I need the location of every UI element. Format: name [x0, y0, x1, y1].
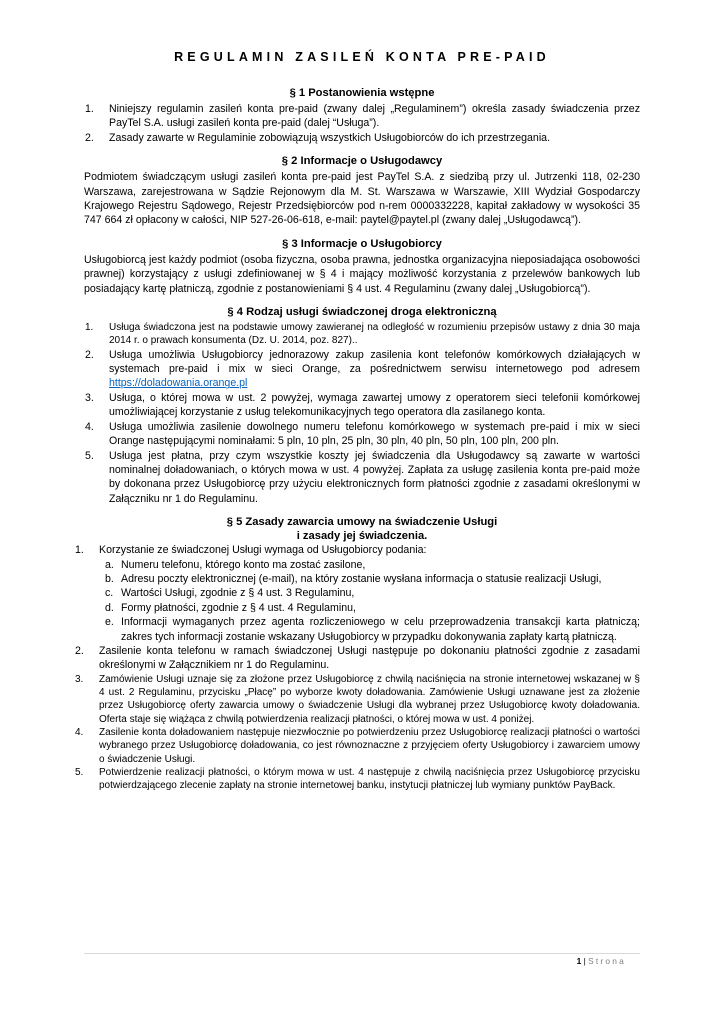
item-number: 5. [75, 766, 84, 778]
section-1-list [84, 102, 640, 145]
item-number: 3. [85, 391, 94, 404]
item-text: Usługa jest płatna, przy czym wszystkie koszty jej świadczenia dla Usługodawcy są zawarte w wartości nominalnej doładowaniach, o których mowa w ust. 4 powyżej. Zapłata za usługę zasilenia konta pre-paid może by dokonana przez Usługobiorcę przy użyciu elektronicznych form płatności zgodnie z zasadami określonymi w Załączniku nr 1 do Regulaminu. [109, 449, 640, 505]
item-letter: b. [105, 572, 114, 585]
item-text: Zasady zawarte w Regulaminie zobowiązują wszystkich Usługobiorców do ich przestrzegania. [109, 131, 551, 144]
item-text: Usługa umożliwia zasilenie dowolnego numeru telefonu komórkowego w systemach pre-paid i mix w sieci Orange następującymi nominałami: 5 pln, 10 pln, 25 pln, 30 pln, 40 pln, 50 pln, 100 pln, 200 pln. [109, 420, 640, 448]
section-5-list [75, 543, 640, 792]
item-number: 5. [85, 449, 94, 462]
item-text: Numeru telefonu, którego konto ma zostać zasilone, [121, 558, 366, 571]
item-letter: a. [105, 558, 114, 571]
section-2-text: Podmiotem świadczącym usługi zasileń konta pre-paid jest PayTel S.A. z siedzibą przy ul. Jutrzenki 118, 02-230 Warszawa, zarejestrowana w Sądzie Rejonowym dla M. St. Warszawa w Warszawie, XIII Wydział Gospodarczy Krajowego Rejestru Sądowego, Rejestr Przedsiębiorców pod n-rem 0000332228, kapitał zakładowy w wysokości 35 747 664 zł opłacony w całości, NIP 527-26-06-618, e-mail: paytel@paytel.pl (zwany dalej „Usługodawcą”). [84, 171, 640, 227]
section-3-text: Usługobiorcą jest każdy podmiot (osoba fizyczna, osoba prawna, jednostka organizacyjna nieposiadająca osobowości prawnej) korzystający z usługi zdefiniowanej w § 4 i mający możliwość korzystania z przelewów bankowych lub posiadający kartę płatniczą, zgodnie z postanowieniami § 4 ust. 4 Regulaminu (zwany dalej „Usługobiorcą”). [84, 253, 640, 295]
list-item [75, 673, 640, 726]
sublist-item [99, 572, 640, 586]
item-number: 2. [85, 348, 94, 361]
list-item [84, 391, 640, 420]
item-text: Korzystanie ze świadczonej Usługi wymaga od Usługobiorcy podania: [99, 544, 427, 557]
item-text: Wartości Usługi, zgodnie z § 4 ust. 3 Regulaminu, [121, 587, 355, 600]
section-2-heading: § 2 Informacje o Usługodawcy [281, 155, 443, 168]
section-5-heading-line-1: § 5 Zasady zawarcia umowy na świadczenie Usługi [226, 516, 498, 529]
item-text: Zasilenie konta doładowaniem następuje niezwłocznie po potwierdzeniu przez Usługobiorcę realizacji płatności o wartości wybranego przez Usługobiorcę doładowania, co jest równoznaczne z przyjęciem oferty Usługobiorcy i zawarciem umowy o świadczenie Usługi. [99, 726, 640, 765]
list-item [84, 449, 640, 507]
sublist-item [99, 558, 640, 572]
list-item [84, 348, 640, 391]
sublist-item [99, 586, 640, 600]
section-5-heading-line-2: i zasady jej świadczenia. [296, 530, 428, 543]
list-item [75, 726, 640, 766]
section-4-list [84, 321, 640, 506]
item-text: Usługa świadczona jest na podstawie umowy zawieranej na odległość w rozumieniu przepisów ustawy z dnia 30 maja 2014 r. o prawach konsumenta (Dz. U. 2014, poz. 827).. [109, 322, 640, 347]
item-text: Niniejszy regulamin zasileń konta pre-paid (zwany dalej „Regulaminem”) określa zasady świadczenia przez PayTel S.A. usługi zasileń konta pre-paid (dalej “Usługa”). [109, 103, 640, 130]
footer-divider [84, 953, 640, 954]
item-number: 1. [75, 544, 84, 557]
item-letter: c. [105, 587, 114, 600]
item-text: Usługa umożliwia Usługobiorcy jednorazowy zakup zasilenia kont telefonów komórkowych działających w systemach pre-paid i mix w sieci Orange, za pośrednictwem serwisu internetowego pod adresem [109, 348, 640, 376]
item-letter: d. [105, 601, 114, 614]
list-item [75, 644, 640, 673]
document-content [75, 50, 640, 792]
page-footer [577, 956, 626, 966]
section-5-heading [84, 515, 640, 543]
document-title: REGULAMIN ZASILEŃ KONTA PRE-PAID [174, 50, 550, 64]
list-item [75, 543, 640, 644]
item-letter: e. [105, 616, 114, 629]
item-number: 4. [85, 420, 94, 433]
section-3-heading: § 3 Informacje o Usługobiorcy [282, 237, 442, 250]
item-number: 3. [75, 673, 84, 685]
section-1-heading: § 1 Postanowienia wstępne [289, 87, 435, 99]
item-text: Zasilenie konta telefonu w ramach świadczonej Usługi następuje po dokonaniu płatności zgodnie z zasadami określonymi w Załącznikiem nr 1 do Regulaminu. [99, 644, 640, 672]
item-text: Potwierdzenie realizacji płatności, o którym mowa w ust. 4 następuje z chwilą naciśnięcia przez Usługobiorcę przycisku potwierdzającego zlecenie zapłaty na stronie internetowej banku, instytucji płatniczej lub wymiany punktów PayBack. [99, 766, 640, 792]
item-number: 1. [85, 322, 94, 334]
list-item [75, 766, 640, 793]
list-item [84, 321, 640, 348]
item-text: Adresu poczty elektronicznej (e-mail), na który zostanie wysłana informacja o statusie realizacji Usługi, [121, 572, 602, 585]
item-number: 2. [85, 131, 94, 144]
footer-label: Strona [588, 956, 626, 966]
list-item [84, 102, 640, 131]
footer-separator: | [581, 956, 589, 966]
item-text: Usługa, o której mowa w ust. 2 powyżej, wymaga zawartej umowy z operatorem sieci telefonii komórkowej umożliwiającej korzystanie z usług telekomunikacyjnych tego operatora dla zasilanego konta. [109, 391, 640, 419]
list-item [84, 131, 640, 145]
list-item [84, 420, 640, 449]
doladowania-link[interactable]: https://doladowania.orange.pl [109, 377, 248, 390]
item-number: 4. [75, 726, 84, 738]
item-number: 2. [75, 644, 84, 657]
item-text: Zamówienie Usługi uznaje się za złożone przez Usługobiorcę z chwilą naciśnięcia na stronie internetowej wskazanej w § 4 ust. 2 Regulaminu, przycisku „Płacę” po wyborze kwoty doładowania. Zamówienie Usługi uznawane jest za złożenie przez Usługobiorcę oferty zawarcia umowy o świadczenie Usługi dla wybranej przez Usługobiorcę kwoty doładowania. Oferta staje się wiążąca z chwilą potwierdzenia realizacji płatności, o której mowa w ust. 4 poniżej. [99, 673, 640, 725]
sublist-item [99, 615, 640, 644]
section-5-sublist [99, 558, 640, 644]
sublist-item [99, 601, 640, 615]
page-number: 1 [576, 956, 582, 966]
item-number: 1. [85, 103, 94, 115]
item-text: Formy płatności, zgodnie z § 4 ust. 4 Regulaminu, [121, 601, 356, 614]
section-4-heading: § 4 Rodzaj usługi świadczonej droga elektroniczną [227, 306, 497, 319]
item-text: Informacji wymaganych przez agenta rozliczeniowego w celu przeprowadzenia transakcji karta płatniczą; zakres tych informacji zostanie wskazany Usługobiorcy w przypadku dokonywania zapłaty kartą płatniczą. [121, 616, 640, 643]
